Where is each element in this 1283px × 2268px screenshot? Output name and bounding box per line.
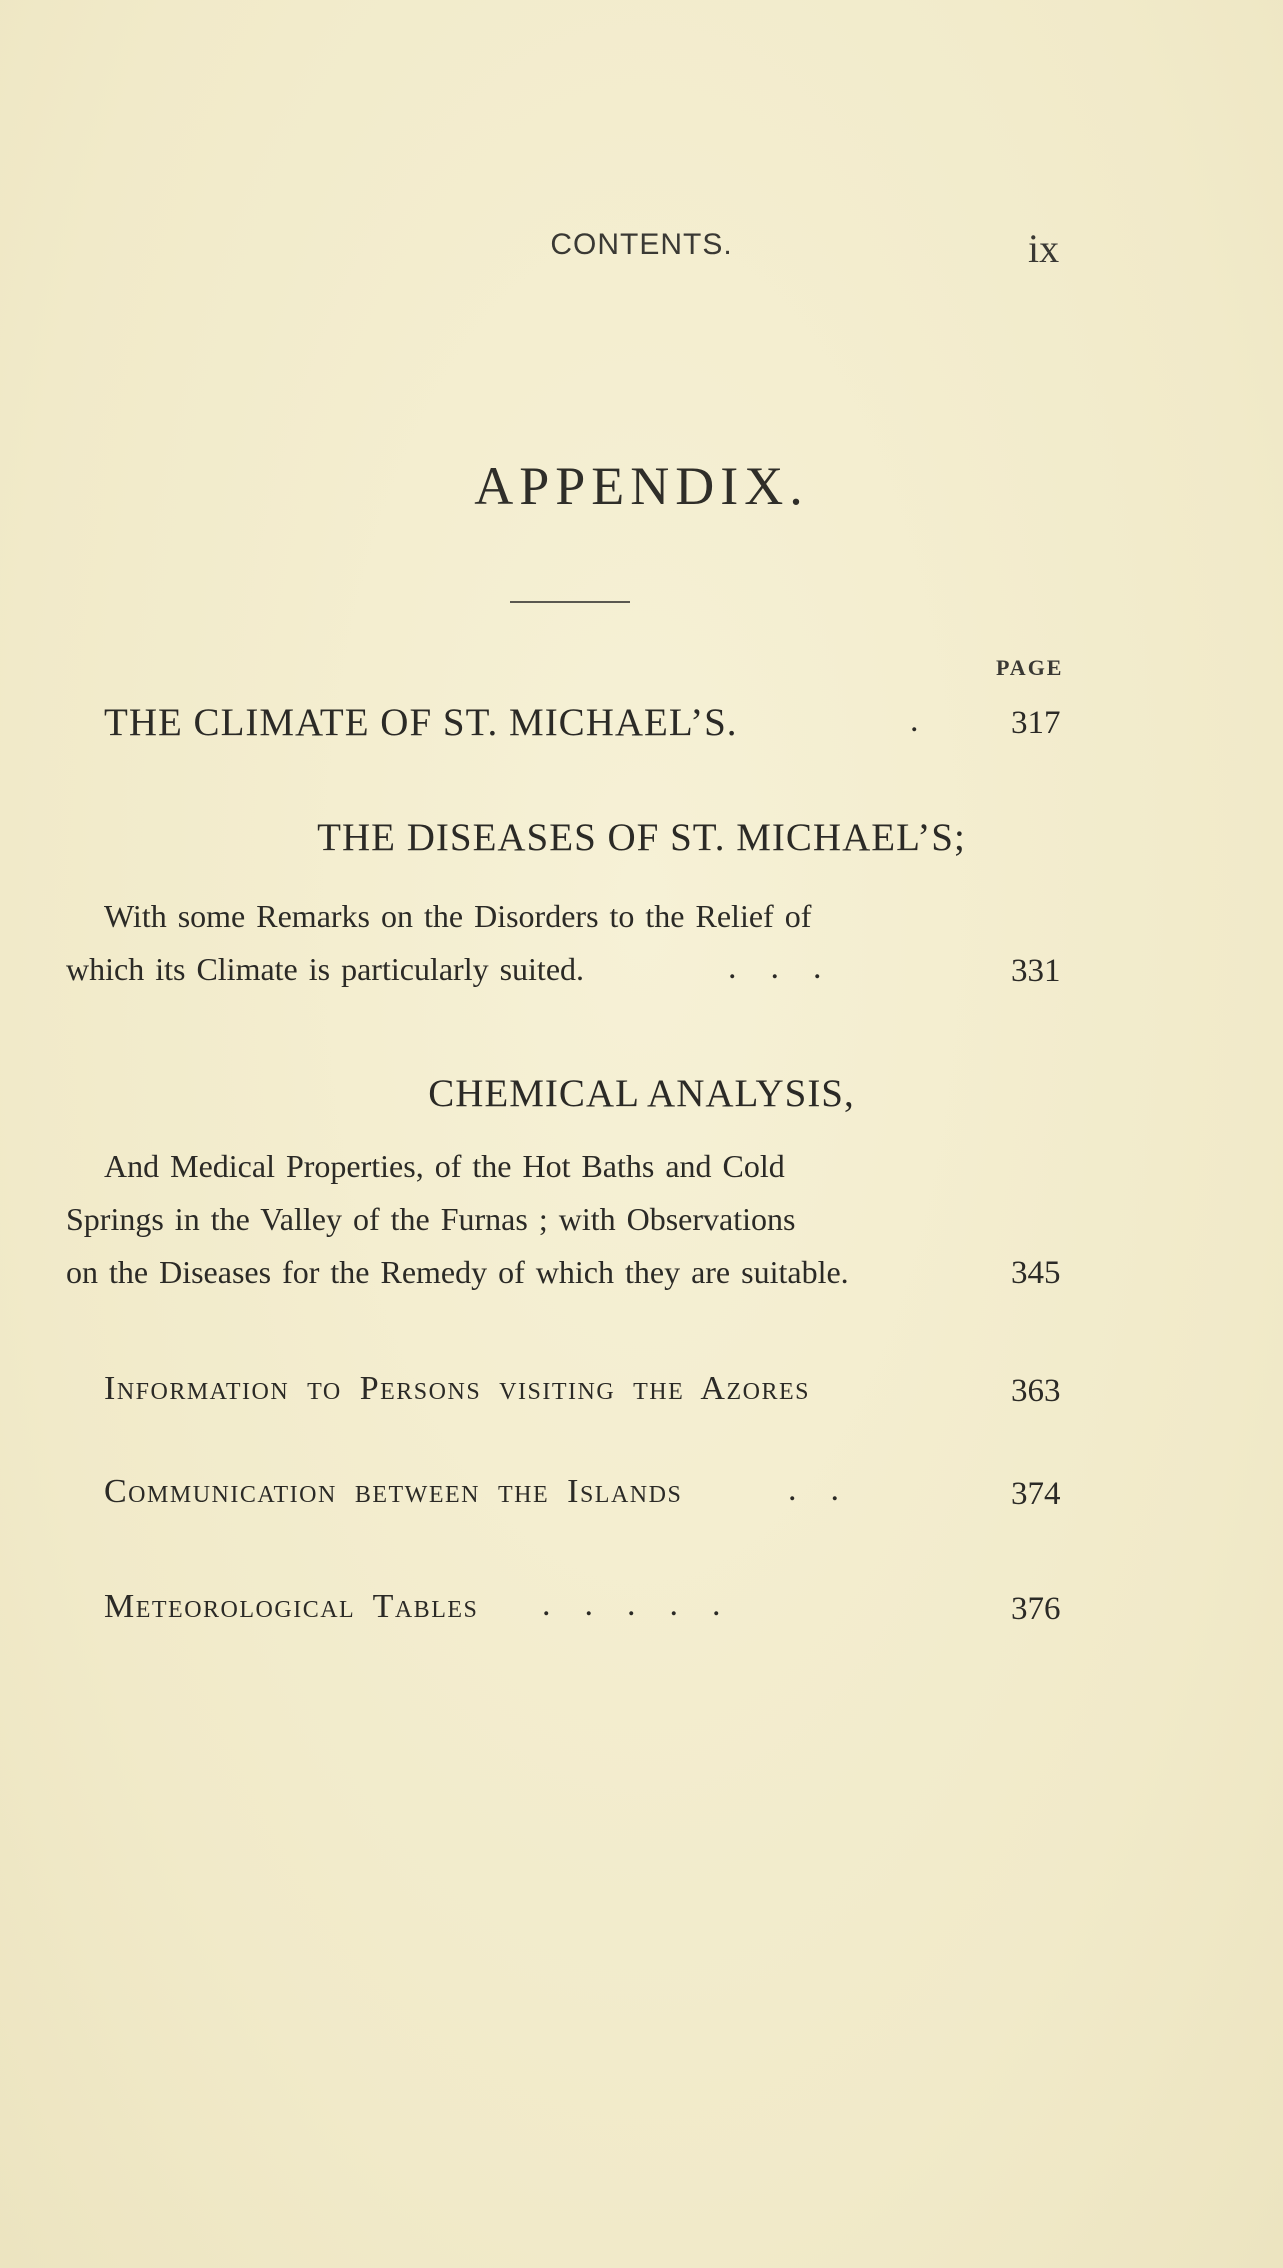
heading-rule — [510, 601, 630, 603]
toc-entry-diseases-title: THE DISEASES OF ST. MICHAEL’S; — [317, 816, 966, 859]
toc-entry-diseases-leader: . . . — [728, 949, 822, 986]
toc-entry-communication-title: Communication between the Islands — [104, 1473, 683, 1510]
toc-entry-communication-page: 374 — [1011, 1476, 1061, 1512]
toc-entry-information-page: 363 — [1011, 1373, 1061, 1409]
toc-entry-climate-page: 317 — [1011, 705, 1061, 741]
toc-entry-meteorological-title: Meteorological Tables — [104, 1588, 479, 1625]
toc-entry-meteorological-leader: . . . . . — [542, 1586, 721, 1623]
running-head: CONTENTS. — [550, 228, 733, 261]
appendix-heading: APPENDIX. — [474, 456, 809, 516]
toc-entry-chemical-page: 345 — [1011, 1255, 1061, 1291]
toc-entry-climate-leader: . — [910, 702, 919, 739]
toc-entry-chemical-desc-line-3: on the Diseases for the Remedy of which they are suitable. — [66, 1254, 849, 1290]
toc-entry-chemical-desc-line-2: Springs in the Valley of the Furnas ; with Observations — [66, 1201, 796, 1237]
toc-entry-diseases-desc-line-1: With some Remarks on the Disorders to the Relief of — [104, 898, 812, 934]
page-column-label: PAGE — [996, 655, 1064, 680]
page-number: ix — [1028, 226, 1060, 271]
toc-entry-chemical-title: CHEMICAL ANALYSIS, — [428, 1072, 855, 1115]
toc-entry-meteorological-page: 376 — [1011, 1591, 1061, 1627]
toc-entry-chemical-desc-line-1: And Medical Properties, of the Hot Baths and Cold — [104, 1148, 785, 1184]
toc-entry-diseases-desc-line-2: which its Climate is particularly suited. — [66, 951, 585, 987]
toc-entry-communication-leader: . . — [788, 1471, 839, 1508]
toc-entry-climate-title: THE CLIMATE OF ST. MICHAEL’S. — [104, 701, 738, 744]
toc-entry-diseases-page: 331 — [1011, 953, 1061, 989]
toc-entry-information-title: Information to Persons visiting the Azores — [104, 1370, 810, 1407]
